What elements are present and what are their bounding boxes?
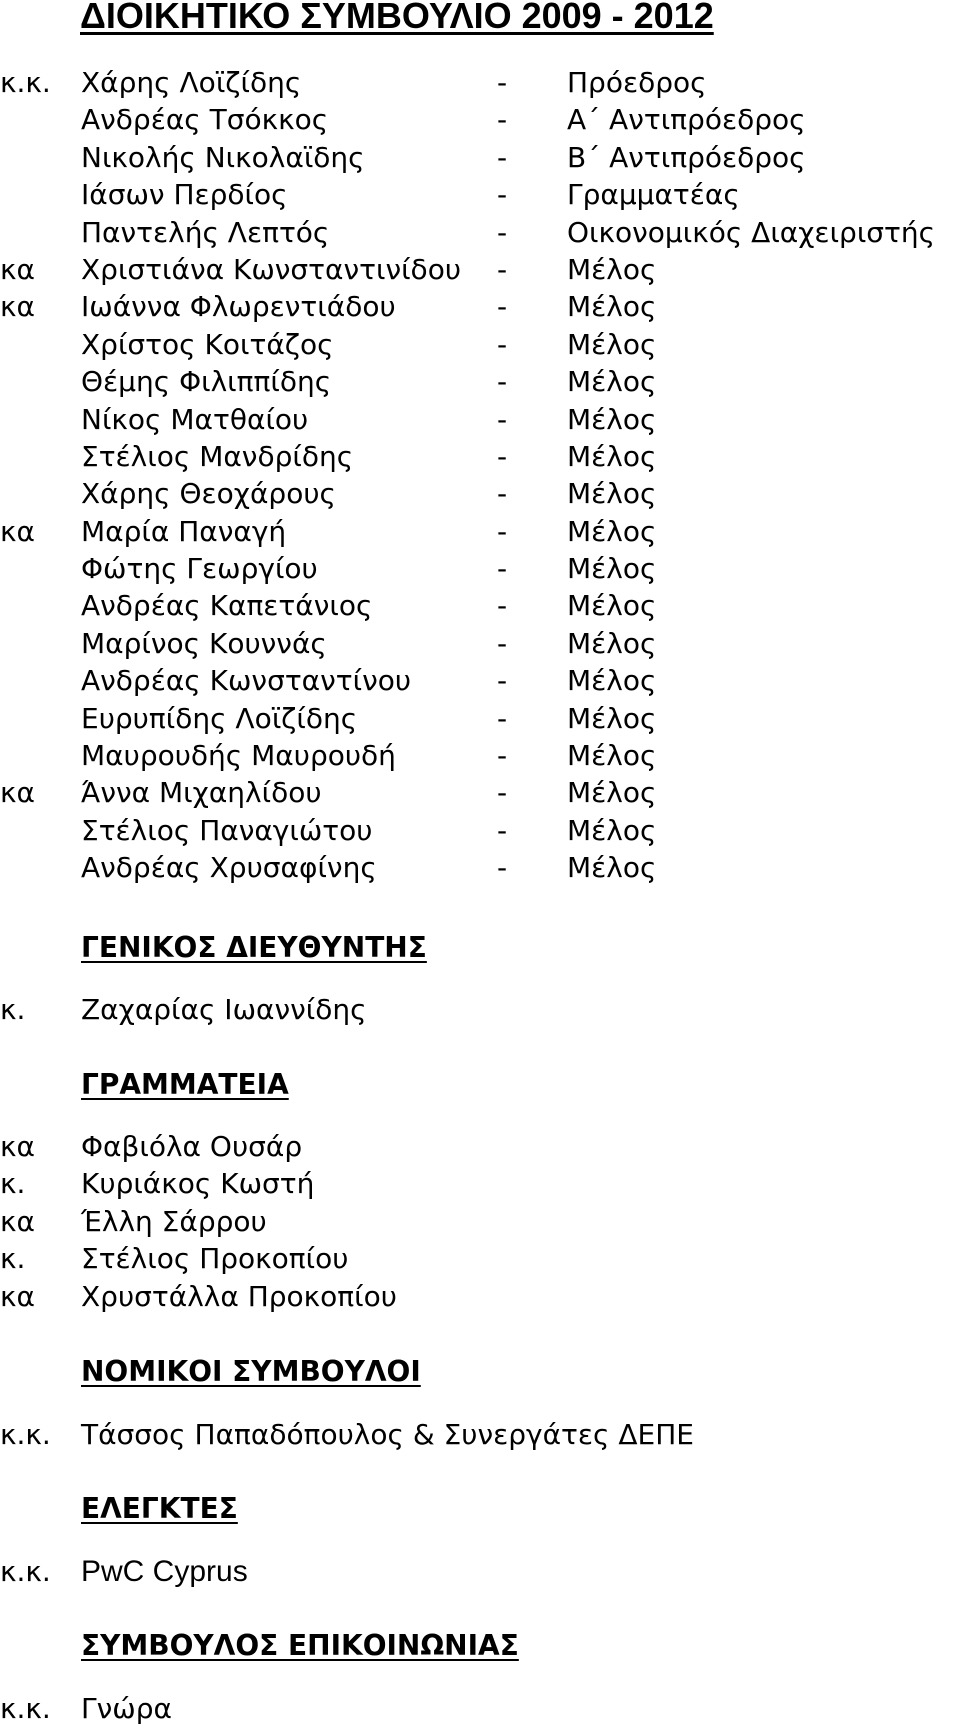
member-name: Μαρίνος Κουννάς	[81, 626, 327, 660]
member-name: Χάρης Θεοχάρους	[81, 477, 336, 511]
honorific-prefix: κα	[0, 252, 35, 286]
separator-dash: -	[497, 514, 508, 548]
separator-dash: -	[497, 813, 508, 847]
separator-dash: -	[497, 851, 508, 885]
page-title: ΔΙΟΙΚΗΤΙΚΟ ΣΥΜΒΟΥΛΙΟ 2009 - 2012	[80, 0, 714, 36]
secretariat-heading: ΓΡΑΜΜΑΤΕΙΑ	[81, 1068, 289, 1101]
honorific-prefix: κ.	[0, 1167, 26, 1201]
separator-dash: -	[497, 365, 508, 399]
separator-dash: -	[497, 626, 508, 660]
member-role: Μέλος	[567, 739, 657, 773]
honorific-prefix: κ.κ.	[0, 66, 51, 99]
member-name: Νίκος Ματθαίου	[81, 402, 309, 436]
separator-dash: -	[497, 290, 508, 324]
member-role: Μέλος	[567, 402, 657, 436]
member-role: Μέλος	[567, 365, 657, 399]
honorific-prefix: κ.κ.	[0, 1555, 51, 1588]
member-name: Παντελής Λεπτός	[81, 215, 330, 249]
honorific-prefix: κ.	[0, 993, 26, 1026]
member-role: Μέλος	[567, 514, 657, 548]
person-name: Στέλιος Προκοπίου	[81, 1242, 349, 1276]
honorific-prefix: κ.κ.	[0, 1418, 51, 1451]
member-name: Στέλιος Μανδρίδης	[81, 439, 354, 473]
member-name: Χάρης Λοϊζίδης	[81, 66, 302, 99]
separator-dash: -	[497, 776, 508, 810]
member-role: Μέλος	[567, 327, 657, 361]
separator-dash: -	[497, 739, 508, 773]
member-role: Μέλος	[567, 552, 657, 586]
member-name: Ευρυπίδης Λοϊζίδης	[81, 701, 358, 735]
member-role: Μέλος	[567, 851, 657, 885]
separator-dash: -	[497, 66, 508, 99]
honorific-prefix: κα	[0, 1279, 35, 1313]
auditors-heading: ΕΛΕΓΚΤΕΣ	[81, 1492, 238, 1525]
honorific-prefix: κα	[0, 776, 35, 810]
member-role: Οικονομικός Διαχειριστής	[567, 215, 936, 249]
person-name: Φαβιόλα Ουσάρ	[81, 1130, 303, 1163]
person-name: Ζαχαρίας Ιωαννίδης	[81, 993, 367, 1026]
honorific-prefix: κα	[0, 514, 35, 548]
honorific-prefix: κ.κ.	[0, 1692, 51, 1725]
member-name: Άννα Μιχαηλίδου	[81, 776, 322, 810]
communication-advisor-heading: ΣΥΜΒΟΥΛΟΣ ΕΠΙΚΟΙΝΩΝΙΑΣ	[81, 1629, 519, 1662]
separator-dash: -	[497, 140, 508, 174]
member-name: Θέμης Φιλιππίδης	[81, 365, 332, 399]
general-director-heading: ΓΕΝΙΚΟΣ ΔΙΕΥΘΥΝΤΗΣ	[81, 931, 427, 964]
separator-dash: -	[497, 477, 508, 511]
member-name: Ανδρέας Καπετάνιος	[81, 589, 373, 623]
member-role: Μέλος	[567, 776, 657, 810]
member-name: Φώτης Γεωργίου	[81, 552, 318, 586]
member-name: Χρίστος Κοιτάζος	[81, 327, 334, 361]
separator-dash: -	[497, 252, 508, 286]
member-name: Χριστιάνα Κωνσταντινίδου	[81, 252, 462, 286]
member-name: Μαρία Παναγή	[81, 514, 287, 548]
member-name: Μαυρουδής Μαυρουδή	[81, 739, 396, 773]
honorific-prefix: κα	[0, 1130, 35, 1163]
separator-dash: -	[497, 664, 508, 698]
member-role: Μέλος	[567, 701, 657, 735]
honorific-prefix: κ.	[0, 1242, 26, 1276]
person-name: Χρυστάλλα Προκοπίου	[81, 1279, 397, 1313]
member-name: Νικολής Νικολαϊδης	[81, 140, 365, 174]
member-role: Πρόεδρος	[567, 66, 707, 99]
honorific-prefix: κα	[0, 1204, 35, 1238]
separator-dash: -	[497, 439, 508, 473]
separator-dash: -	[497, 402, 508, 436]
honorific-prefix: κα	[0, 290, 35, 324]
member-role: Μέλος	[567, 252, 657, 286]
separator-dash: -	[497, 178, 508, 212]
member-role: Μέλος	[567, 589, 657, 623]
member-role: Μέλος	[567, 813, 657, 847]
separator-dash: -	[497, 701, 508, 735]
member-name: Ανδρέας Τσόκκος	[81, 103, 329, 137]
member-name: Ανδρέας Κωνσταντίνου	[81, 664, 412, 698]
person-name: Κυριάκος Κωστή	[81, 1167, 315, 1201]
firm-name: PwC Cyprus	[81, 1555, 248, 1588]
firm-name: Γνώρα	[81, 1692, 172, 1725]
separator-dash: -	[497, 589, 508, 623]
member-name: Ιωάννα Φλωρεντιάδου	[81, 290, 396, 324]
legal-advisors-heading: ΝΟΜΙΚΟΙ ΣΥΜΒΟΥΛΟΙ	[81, 1355, 421, 1388]
separator-dash: -	[497, 552, 508, 586]
member-role: Β΄ Αντιπρόεδρος	[567, 140, 806, 174]
member-name: Ανδρέας Χρυσαφίνης	[81, 851, 377, 885]
member-role: Γραμματέας	[567, 178, 740, 212]
member-role: Μέλος	[567, 477, 657, 511]
person-name: Έλλη Σάρρου	[81, 1204, 267, 1238]
member-role: Μέλος	[567, 626, 657, 660]
separator-dash: -	[497, 215, 508, 249]
member-role: Μέλος	[567, 439, 657, 473]
member-role: Α΄ Αντιπρόεδρος	[567, 103, 806, 137]
firm-name: Τάσσος Παπαδόπουλος & Συνεργάτες ΔΕΠΕ	[81, 1418, 694, 1451]
separator-dash: -	[497, 103, 508, 137]
member-name: Ιάσων Περδίος	[81, 178, 288, 212]
separator-dash: -	[497, 327, 508, 361]
member-role: Μέλος	[567, 290, 657, 324]
member-role: Μέλος	[567, 664, 657, 698]
member-name: Στέλιος Παναγιώτου	[81, 813, 373, 847]
